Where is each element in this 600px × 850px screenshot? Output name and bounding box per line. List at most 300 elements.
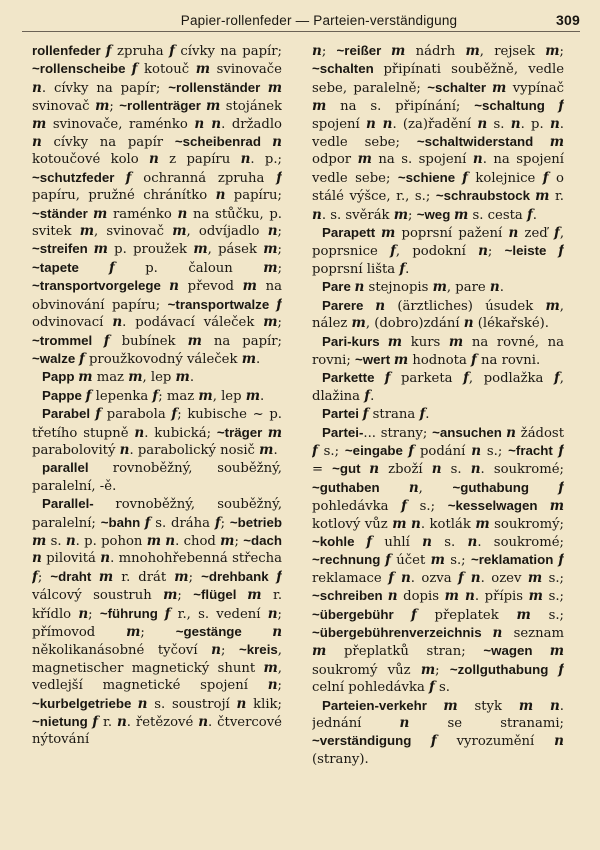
grammar-label: m (267, 79, 282, 96)
grammar-label: f (430, 733, 437, 750)
definition-text: lepenka (91, 388, 153, 404)
grammar-label: n (467, 533, 478, 550)
dictionary-entry (32, 405, 282, 459)
definition-text: s.; (406, 499, 448, 515)
grammar-label: f (410, 606, 417, 623)
dictionary-entry (32, 387, 282, 405)
definition-text: ; (109, 99, 120, 115)
definition-text: držadlo (225, 116, 282, 132)
dictionary-entry (312, 297, 564, 333)
definition-text: zeď (518, 226, 554, 242)
headword: parallel (42, 460, 113, 476)
definition-text: (lékařské). (473, 316, 549, 332)
grammar-label: n (137, 695, 148, 712)
headword: Parallel- (42, 496, 116, 512)
grammar-label: f (558, 479, 564, 496)
definition-text: , podlažka (468, 371, 554, 387)
headword: ~eingabe (344, 442, 409, 458)
grammar-label: f (276, 296, 282, 313)
headword: ~kohle (312, 533, 367, 549)
definition-text: , podokní (395, 244, 479, 260)
headword: ~kurbelgetriebe (32, 695, 138, 711)
grammar-label: n (215, 187, 226, 204)
definition-text: nádrh (405, 44, 466, 59)
definition-text: s. dráha (150, 515, 215, 531)
definition-text: zpruha (111, 44, 170, 59)
headword: Papp (42, 369, 79, 385)
grammar-label: f (125, 169, 132, 186)
definition-text: kurs (402, 334, 449, 350)
grammar-label: n (112, 314, 123, 331)
grammar-label: n (463, 315, 474, 332)
definition-text: , lep (212, 388, 246, 404)
grammar-label: f (366, 533, 373, 550)
definition-text: papíru; (225, 188, 282, 204)
grammar-label: m (430, 552, 445, 569)
definition-text: . chod (175, 533, 221, 549)
headword: ~schaltung (474, 98, 559, 114)
definition-text: s.; (444, 553, 471, 569)
headword: ~schiene (397, 169, 463, 185)
grammar-label: f (471, 351, 477, 368)
grammar-label: f (32, 568, 38, 585)
definition-text: . jednání (312, 698, 564, 732)
definition-text: ; (277, 260, 282, 276)
grammar-label: m (528, 588, 543, 605)
grammar-label: n (387, 588, 398, 605)
grammar-label: m (393, 206, 409, 223)
grammar-label: f (558, 552, 564, 569)
grammar-label: m (392, 515, 407, 532)
definition-text: , poprsnice (312, 226, 564, 260)
grammar-label: n (65, 532, 76, 549)
definition-text: stejnopis (364, 280, 433, 296)
definition-text: s. (487, 116, 511, 132)
definition-text: válcový soustruh (32, 588, 164, 604)
definition-text: odpor (312, 152, 358, 168)
definition-text: na stůčku, p. svitek (32, 206, 282, 240)
headword: ~verständigung (312, 733, 431, 749)
definition-text: ; (234, 533, 244, 549)
grammar-label: m (78, 369, 93, 386)
headword: ~kesselwagen (447, 498, 550, 514)
definition-text: podání (414, 443, 472, 459)
grammar-label: n (489, 279, 500, 296)
definition-text: rovnoběžný, souběžný, paralelní; (32, 497, 282, 531)
grammar-label: m (247, 587, 262, 604)
grammar-label: n (431, 461, 442, 478)
definition-text: parabola (101, 407, 172, 423)
dictionary-entry (312, 42, 564, 224)
dictionary-entry (312, 697, 564, 769)
headword: ~guthabung (452, 479, 559, 495)
grammar-label: m (527, 569, 543, 586)
grammar-label: n (272, 624, 282, 640)
headword: ~träger (216, 424, 268, 440)
grammar-label: m (32, 115, 47, 132)
grammar-label: f (526, 206, 533, 223)
definition-text: ; kubische ~ p. třetího stupně (32, 407, 282, 441)
definition-text: s.; (317, 443, 345, 459)
headword: Partei (322, 406, 363, 422)
definition-text: r. (98, 715, 117, 731)
definition-text: s. (46, 533, 66, 549)
definition-text: s. cesta (468, 207, 527, 223)
grammar-label: f (85, 387, 92, 404)
headword: ~gestänge (175, 624, 273, 639)
running-header (22, 7, 580, 32)
definition-text: ; (220, 643, 239, 659)
grammar-label: n (267, 223, 278, 240)
right-column (312, 42, 564, 822)
grammar-label: f n (388, 569, 411, 586)
headword: ~rollenträger (119, 98, 206, 114)
definition-text: . (41, 80, 47, 96)
definition-text: vyrozumění (436, 734, 555, 750)
headword: ~scheibenrad (174, 134, 273, 150)
headword: ~leiste (504, 243, 559, 259)
headword: ~dach (243, 532, 282, 548)
grammar-label: n (411, 515, 421, 532)
definition-text: . p. (520, 116, 550, 132)
grammar-label: m (465, 43, 480, 59)
headword: ~führung (99, 605, 165, 621)
definition-text: . (273, 442, 278, 458)
definition-text: rovnoběžný, souběžný, paralelní, -ě. (32, 461, 282, 494)
headword: ~schraubstock (435, 188, 536, 204)
dictionary-entry (32, 495, 282, 749)
header-title: Papier-rollenfeder — Parteien-verständigung (180, 13, 458, 28)
definition-text: s. (431, 534, 468, 550)
headword: ~übergebühr (312, 606, 411, 622)
definition-text: vypínač (506, 80, 564, 96)
grammar-label: n (116, 714, 127, 731)
definition-text: parketa (390, 371, 464, 387)
definition-text: ochranná zpruha (131, 170, 277, 186)
definition-text: ; (277, 678, 282, 694)
grammar-label: m (205, 98, 221, 115)
grammar-label: n (211, 642, 221, 659)
definition-text: ; (277, 315, 282, 331)
definition-text: = (312, 462, 333, 478)
definition-text: cívky na papír; (46, 80, 169, 96)
grammar-label: m n (444, 588, 475, 605)
grammar-label: m (535, 188, 550, 205)
grammar-label: n (472, 151, 483, 168)
grammar-label: m (391, 43, 406, 59)
grammar-label: n (422, 533, 432, 550)
definition-text: r., s. vedení (170, 606, 268, 622)
definition-text: . s. svěrák (321, 207, 394, 223)
definition-text: . kubická; (144, 425, 217, 441)
headword: ~schalten (312, 61, 384, 77)
definition-text: , (418, 480, 453, 496)
grammar-label: n (375, 297, 386, 314)
definition-text: na s. spojení (371, 152, 473, 168)
headword: rollenfeder (32, 43, 106, 58)
definition-text: seznam (502, 626, 564, 641)
definition-text: (strany). (312, 751, 369, 767)
headword: ~tapete (32, 259, 109, 275)
headword: ~guthaben (312, 479, 409, 495)
definition-text: kotouč (137, 62, 196, 78)
grammar-label: m (443, 697, 458, 714)
grammar-label: n (312, 206, 322, 223)
grammar-label: m (351, 315, 366, 332)
definition-text: maz (92, 370, 129, 386)
grammar-label: f (553, 370, 560, 387)
grammar-label: n (78, 605, 89, 622)
definition-text: . čtvercové nýtování (32, 715, 282, 748)
definition-text: cívky na papír; (174, 44, 282, 59)
headword: ~schaltwiderstand (416, 134, 550, 150)
headword: Parapett (322, 225, 381, 241)
grammar-label: f (214, 514, 221, 531)
definition-text: ; (321, 44, 337, 59)
grammar-label: f (103, 332, 110, 349)
definition-text: . (189, 370, 195, 386)
grammar-label: m (475, 515, 490, 532)
definition-text: z papíru (158, 152, 241, 168)
definition-text: dopis (397, 589, 445, 605)
definition-text: p. čaloun (114, 260, 264, 276)
grammar-label: f (399, 260, 406, 277)
grammar-label: n (100, 550, 111, 567)
grammar-label: f (390, 243, 396, 260)
definition-text: . (255, 351, 261, 367)
grammar-label: n (267, 605, 278, 622)
grammar-label: f (558, 661, 564, 678)
definition-text: reklamace (312, 570, 389, 586)
headword: Pare (322, 279, 355, 295)
grammar-label: m (549, 134, 564, 151)
grammar-label: n (169, 278, 179, 295)
dictionary-entry (312, 405, 564, 423)
headword: ~wert (355, 351, 394, 367)
grammar-label: n (272, 134, 282, 151)
definition-text: s.; (481, 443, 509, 459)
grammar-label: f (144, 514, 151, 531)
definition-text: několikanásobné tyčoví (32, 643, 212, 659)
grammar-label: n (32, 79, 42, 96)
grammar-label: m (545, 297, 560, 314)
grammar-label: f (554, 225, 560, 242)
headword: Pari-kurs (322, 333, 388, 349)
grammar-label: f (78, 350, 85, 367)
grammar-label: m (32, 532, 47, 549)
definition-text: spojení (312, 116, 367, 132)
grammar-label: m (163, 587, 178, 604)
grammar-label: n (510, 115, 521, 132)
grammar-label: m (193, 241, 208, 258)
definition-text: ; přímovod (32, 606, 282, 640)
headword: ~reißer (336, 43, 392, 58)
grammar-label: f (462, 169, 468, 186)
grammar-label: f (463, 370, 469, 387)
definition-text: . mnohohřebenná střecha (110, 551, 282, 567)
headword: ~reklamation (470, 552, 559, 568)
grammar-label: m (242, 278, 257, 295)
definition-text: se stranami; (409, 716, 564, 732)
definition-text: strana (368, 407, 420, 423)
definition-text: . ozev (480, 570, 528, 586)
definition-text: , dlažina (312, 371, 564, 404)
definition-text: soukromý; (489, 516, 564, 532)
dictionary-entry (312, 333, 564, 370)
grammar-label: m (198, 387, 213, 404)
grammar-label: n (165, 532, 176, 549)
definition-text: . ozva (410, 570, 459, 586)
grammar-label: f (171, 406, 178, 423)
headword: ~transportwalze (167, 296, 277, 312)
definition-text: cívky na papír (41, 135, 175, 151)
headword: ~flügel (193, 587, 248, 603)
grammar-label: n (354, 279, 365, 296)
definition-text: kotoučové kolo (32, 152, 150, 168)
headword: Partei- (322, 424, 364, 440)
grammar-label: n (478, 243, 488, 260)
definition-text: s. (434, 680, 450, 696)
grammar-label: m (79, 223, 95, 240)
definition-text: poprsní pažení (395, 226, 509, 242)
definition-text: ; (220, 515, 230, 531)
grammar-label: m (128, 369, 143, 386)
definition-text: . na spojení vedle sebe; (312, 152, 564, 186)
definition-text: připínati souběžně, vedle sebe, paralelně; (312, 62, 564, 96)
grammar-label: f (131, 61, 138, 78)
grammar-label: n (399, 715, 410, 732)
definition-text: . soukromé; (480, 462, 564, 478)
definition-text: ; maz (158, 388, 199, 404)
definition-text: na papír; (201, 333, 282, 349)
grammar-label: n (508, 225, 519, 242)
grammar-label: f (364, 387, 371, 404)
grammar-label: m (263, 259, 278, 276)
definition-text: . (405, 261, 410, 277)
definition-text: . parabolický nosič (129, 442, 260, 458)
definition-text: pilovitá (41, 551, 101, 567)
definition-text: raménko (107, 206, 178, 222)
grammar-label: f (384, 370, 391, 387)
definition-text: proužkovodný váleček (84, 351, 242, 367)
grammar-label: m (516, 606, 531, 623)
definition-text: , odvíjadlo (186, 224, 268, 240)
definition-text: s.; (530, 607, 564, 623)
grammar-label: m (98, 568, 114, 585)
grammar-label: m (312, 98, 327, 115)
grammar-label: f (542, 169, 549, 186)
definition-text: zboží (379, 462, 432, 478)
grammar-label: f (108, 259, 115, 276)
grammar-label: n (369, 461, 380, 478)
page-number: 309 (556, 12, 580, 28)
grammar-label: m (175, 369, 190, 386)
definition-text: kolejnice (467, 170, 543, 186)
definition-text: s. soustrojí (147, 696, 237, 712)
grammar-label: n (236, 695, 247, 712)
headword: ~kreis (238, 642, 278, 658)
grammar-label: f (276, 169, 282, 186)
definition-text: hodnota (408, 352, 472, 368)
definition-text: celní pohledávka (312, 680, 430, 696)
definition-text: s.; (542, 589, 564, 605)
definition-text: , vedlejší magnetické spojení (32, 660, 282, 694)
grammar-label: f (558, 243, 564, 260)
grammar-label: m (420, 661, 436, 678)
definition-text: ; (435, 662, 450, 678)
definition-text: ; (559, 44, 564, 59)
headword: ~draht (50, 568, 99, 584)
grammar-label: m (195, 61, 210, 78)
grammar-label: m (245, 387, 261, 404)
definition-text: s. (441, 462, 471, 478)
headword: ~übergebührenverzeichnis (312, 625, 493, 640)
definition-text: soukromý vůz (312, 662, 421, 678)
grammar-label: m (263, 659, 278, 676)
grammar-label: m (172, 223, 187, 240)
definition-text: styk (457, 698, 519, 714)
definition-text: převod (178, 279, 243, 295)
definition-text: bubínek (109, 333, 188, 349)
headword: ~transportvorgelege (32, 278, 170, 294)
definition-text: na rovni. (476, 352, 541, 368)
grammar-label: m (491, 79, 507, 96)
grammar-label: n (32, 550, 42, 567)
grammar-label: m (146, 532, 161, 549)
grammar-label: m (357, 151, 372, 168)
definition-text: . řetězové (126, 715, 199, 731)
definition-text: ... strany; (363, 425, 433, 441)
dictionary-entry (312, 369, 564, 405)
definition-text: , lep (142, 370, 176, 386)
definition-text: . soukromé; (477, 534, 564, 550)
grammar-label: m (92, 205, 108, 222)
grammar-label: f (401, 498, 407, 515)
definition-text: r. (549, 189, 564, 205)
definition-text: žádost (516, 425, 564, 441)
grammar-label: m (174, 568, 189, 585)
grammar-label: n (198, 714, 209, 731)
definition-text: uhlí (372, 534, 423, 550)
definition-text: parabolovitý (32, 442, 120, 458)
headword: ~rechnung (312, 552, 386, 568)
headword: Parteien-verkehr (322, 697, 444, 713)
headword: ~weg (416, 206, 455, 222)
grammar-label: f (169, 43, 175, 59)
headword: ~rollenständer (168, 79, 268, 95)
definition-text: přeplatek (416, 607, 517, 623)
definition-text: poprsní lišta (312, 261, 400, 277)
dictionary-entry (312, 424, 564, 697)
grammar-label: m (387, 333, 403, 350)
definition-text: na s. připínání; (326, 99, 475, 115)
definition-text: kotlový vůz (312, 516, 393, 532)
grammar-label: n (470, 461, 481, 478)
definition-text: ; (277, 242, 282, 258)
grammar-label: m (95, 98, 110, 115)
grammar-label: n (549, 115, 560, 132)
grammar-label: m (263, 241, 278, 258)
grammar-label: n (267, 677, 278, 694)
definition-text: . p.; (250, 152, 282, 168)
grammar-label: n (134, 424, 145, 441)
grammar-label: m (549, 498, 564, 515)
grammar-label: f (419, 406, 426, 423)
definition-text: odvinovací (32, 315, 113, 331)
definition-text: . (221, 116, 226, 132)
grammar-label: m (454, 206, 469, 223)
definition-text: . (za)řadění (392, 116, 478, 132)
